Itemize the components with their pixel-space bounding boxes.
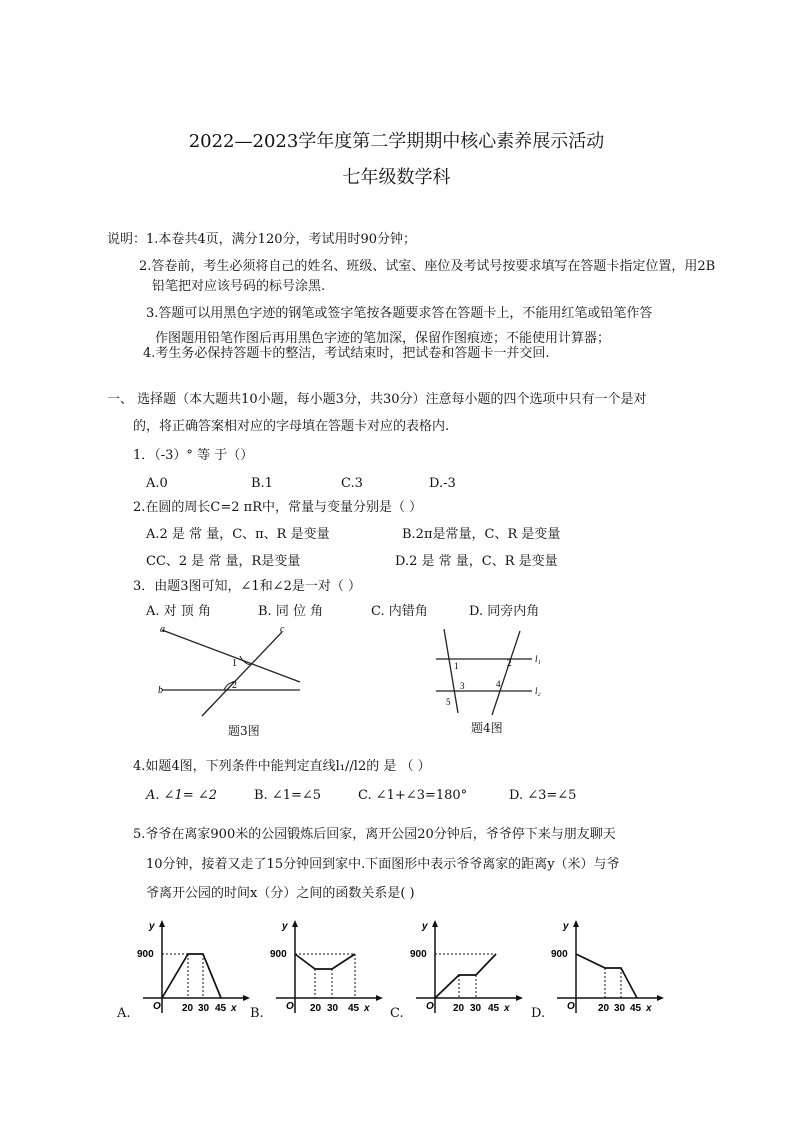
q4-option-b: B. ∠1=∠5 — [254, 788, 322, 803]
graph-b-x-tick-45: 45 — [348, 1003, 360, 1014]
graph-b-origin: O — [286, 1001, 294, 1012]
graph-b-line — [295, 954, 355, 969]
graph-a-y-label: y — [149, 921, 155, 932]
graph-c-x-tick-45: 45 — [488, 1003, 500, 1014]
instruction-3: 3.答题可以用黑色字迹的钢笔或签字笔按各题要求答在答题卡上，不能用红笔或铅笔作答 — [146, 306, 653, 321]
figure-3-caption: 题3图 — [228, 724, 260, 738]
q2-option-c: CC、2 是 常 量，R是变量 — [146, 554, 301, 569]
q1-option-a: A.0 — [146, 476, 168, 491]
graph-a — [135, 918, 255, 1018]
fig4-angle-5: 5 — [446, 697, 451, 707]
q5-stem-line2: 10分钟，接着又走了15分钟回到家中.下面图形中表示爷爷离家的距离y（米）与爷 — [146, 857, 620, 872]
fig4-right-transversal — [492, 631, 520, 715]
q2-option-b: B.2π是常量，C、R 是变量 — [402, 527, 561, 542]
figure-3 — [150, 620, 310, 720]
instruction-4: 4.考生务必保持答题卡的整洁，考试结束时，把试卷和答题卡一并交回. — [143, 346, 550, 361]
graph-c-x-tick-20: 20 — [453, 1003, 465, 1014]
graph-b-x-label: x — [364, 1003, 370, 1014]
q2-stem: 2.在圆的周长C=2 πR中，常量与变量分别是（ ） — [133, 500, 423, 515]
figure-4-caption: 题4图 — [471, 721, 503, 735]
graph-a-line — [162, 954, 221, 998]
graph-a-x-tick-30: 30 — [198, 1003, 210, 1014]
fig4-angle-3: 3 — [460, 681, 465, 691]
q1-option-b: B.1 — [251, 476, 273, 491]
q5-option-c: C. — [390, 1006, 404, 1021]
instruction-1: 1.本卷共4页，满分120分，考试用时90分钟； — [146, 232, 417, 247]
instruction-2: 2.答卷前，考生必须将自己的姓名、班级、试室、座位及考试号按要求填写在答题卡指定位置，用2B — [139, 259, 716, 274]
graph-c-y-label: y — [422, 921, 428, 932]
q3-option-b: B. 同 位 角 — [258, 604, 324, 619]
graph-c-line — [435, 954, 496, 998]
q2-option-d: D.2 是 常 量，C、R 是变量 — [395, 554, 558, 569]
instructions-prefix: 说明： — [107, 232, 147, 247]
graph-b — [268, 918, 388, 1018]
graph-d-y-label: y — [563, 921, 569, 932]
fig4-label-l1: l₁ — [535, 654, 541, 664]
graph-c-x-label: x — [504, 1003, 510, 1014]
q1-stem: 1．（-3）° 等 于（） — [133, 448, 254, 463]
section-heading: 一、 选择题（本大题共10小题，每小题3分，共30分）注意每小题的四个选项中只有一个是对 — [107, 392, 647, 407]
fig4-angle-4: 4 — [496, 679, 501, 689]
q2-option-a: A.2 是 常 量，C、π、R 是变量 — [146, 527, 330, 542]
graph-a-x-label: x — [231, 1003, 237, 1014]
q3-option-d: D. 同旁内角 — [469, 604, 540, 619]
q1-option-c: C.3 — [341, 476, 363, 491]
instruction-3b: 作图题用铅笔作图后再用黑色字迹的笔加深，保留作图痕迹；不能使用计算器； — [155, 331, 611, 346]
fig3-line-c — [202, 632, 282, 716]
fig4-angle-1: 1 — [454, 661, 459, 671]
graph-a-y-tick: 900 — [137, 949, 154, 960]
q3-option-c: C. 内错角 — [371, 604, 428, 619]
graph-b-x-tick-30: 30 — [327, 1003, 339, 1014]
graph-d-origin: O — [567, 1001, 575, 1012]
graph-a-x-tick-45: 45 — [215, 1003, 227, 1014]
graph-a-origin: O — [153, 1001, 161, 1012]
fig3-label-a: a — [160, 624, 165, 635]
graph-c-origin: O — [426, 1001, 434, 1012]
q1-option-d: D.-3 — [429, 476, 456, 491]
graph-d-line — [576, 954, 637, 998]
q4-option-d: D. ∠3=∠5 — [509, 788, 577, 803]
graph-b-x-tick-20: 20 — [310, 1003, 322, 1014]
page-title: 2022—2023学年度第二学期期中核心素养展示活动 — [188, 131, 605, 152]
fig4-label-l2: l₂ — [535, 686, 541, 696]
q5-option-b: B. — [250, 1006, 264, 1021]
q3-option-a: A. 对 顶 角 — [146, 604, 211, 619]
graph-d-x-tick-30: 30 — [614, 1003, 626, 1014]
fig3-label-b: b — [158, 685, 163, 696]
graph-d-x-label: x — [646, 1003, 652, 1014]
q4-stem: 4.如题4图，下列条件中能判定直线l₁//l2的 是 （ ） — [133, 759, 431, 774]
graph-d-x-tick-45: 45 — [630, 1003, 642, 1014]
fig3-label-c: c — [280, 624, 285, 635]
section-heading-cont: 的，将正确答案相对应的字母填在答题卡对应的表格内. — [133, 419, 450, 434]
fig4-angle-2: 2 — [507, 658, 512, 668]
q4-option-a: A. ∠1= ∠2 — [146, 788, 218, 803]
graph-c — [408, 918, 528, 1018]
instruction-2b: 铅笔把对应该号码的标号涂黑. — [152, 279, 326, 294]
graph-a-x-tick-20: 20 — [182, 1003, 194, 1014]
fig3-angle-1: 1 — [232, 658, 237, 669]
fig3-line-a — [162, 630, 300, 682]
q5-stem-line1: 5.爷爷在离家900米的公园锻炼后回家，离开公园20分钟后，爷爷停下来与朋友聊天 — [133, 827, 616, 842]
q5-option-a: A. — [117, 1006, 131, 1021]
figure-4 — [432, 625, 552, 717]
page-subtitle: 七年级数学科 — [342, 167, 451, 188]
q5-stem-line3: 爷离开公园的时间x（分）之间的函数关系是( ) — [146, 886, 415, 901]
q3-stem: 3．由题3图可知，∠1和∠2是一对（ ） — [133, 579, 362, 594]
graph-d-y-tick: 900 — [551, 949, 568, 960]
graph-d-x-tick-20: 20 — [598, 1003, 610, 1014]
q4-option-c: C. ∠1+∠3=180° — [358, 788, 468, 803]
graph-b-y-tick: 900 — [270, 949, 287, 960]
fig3-angle-2: 2 — [232, 680, 237, 691]
q5-option-d: D. — [531, 1006, 546, 1021]
graph-d — [549, 918, 669, 1018]
graph-b-y-label: y — [282, 921, 288, 932]
graph-c-y-tick: 900 — [410, 949, 427, 960]
graph-c-x-tick-30: 30 — [470, 1003, 482, 1014]
